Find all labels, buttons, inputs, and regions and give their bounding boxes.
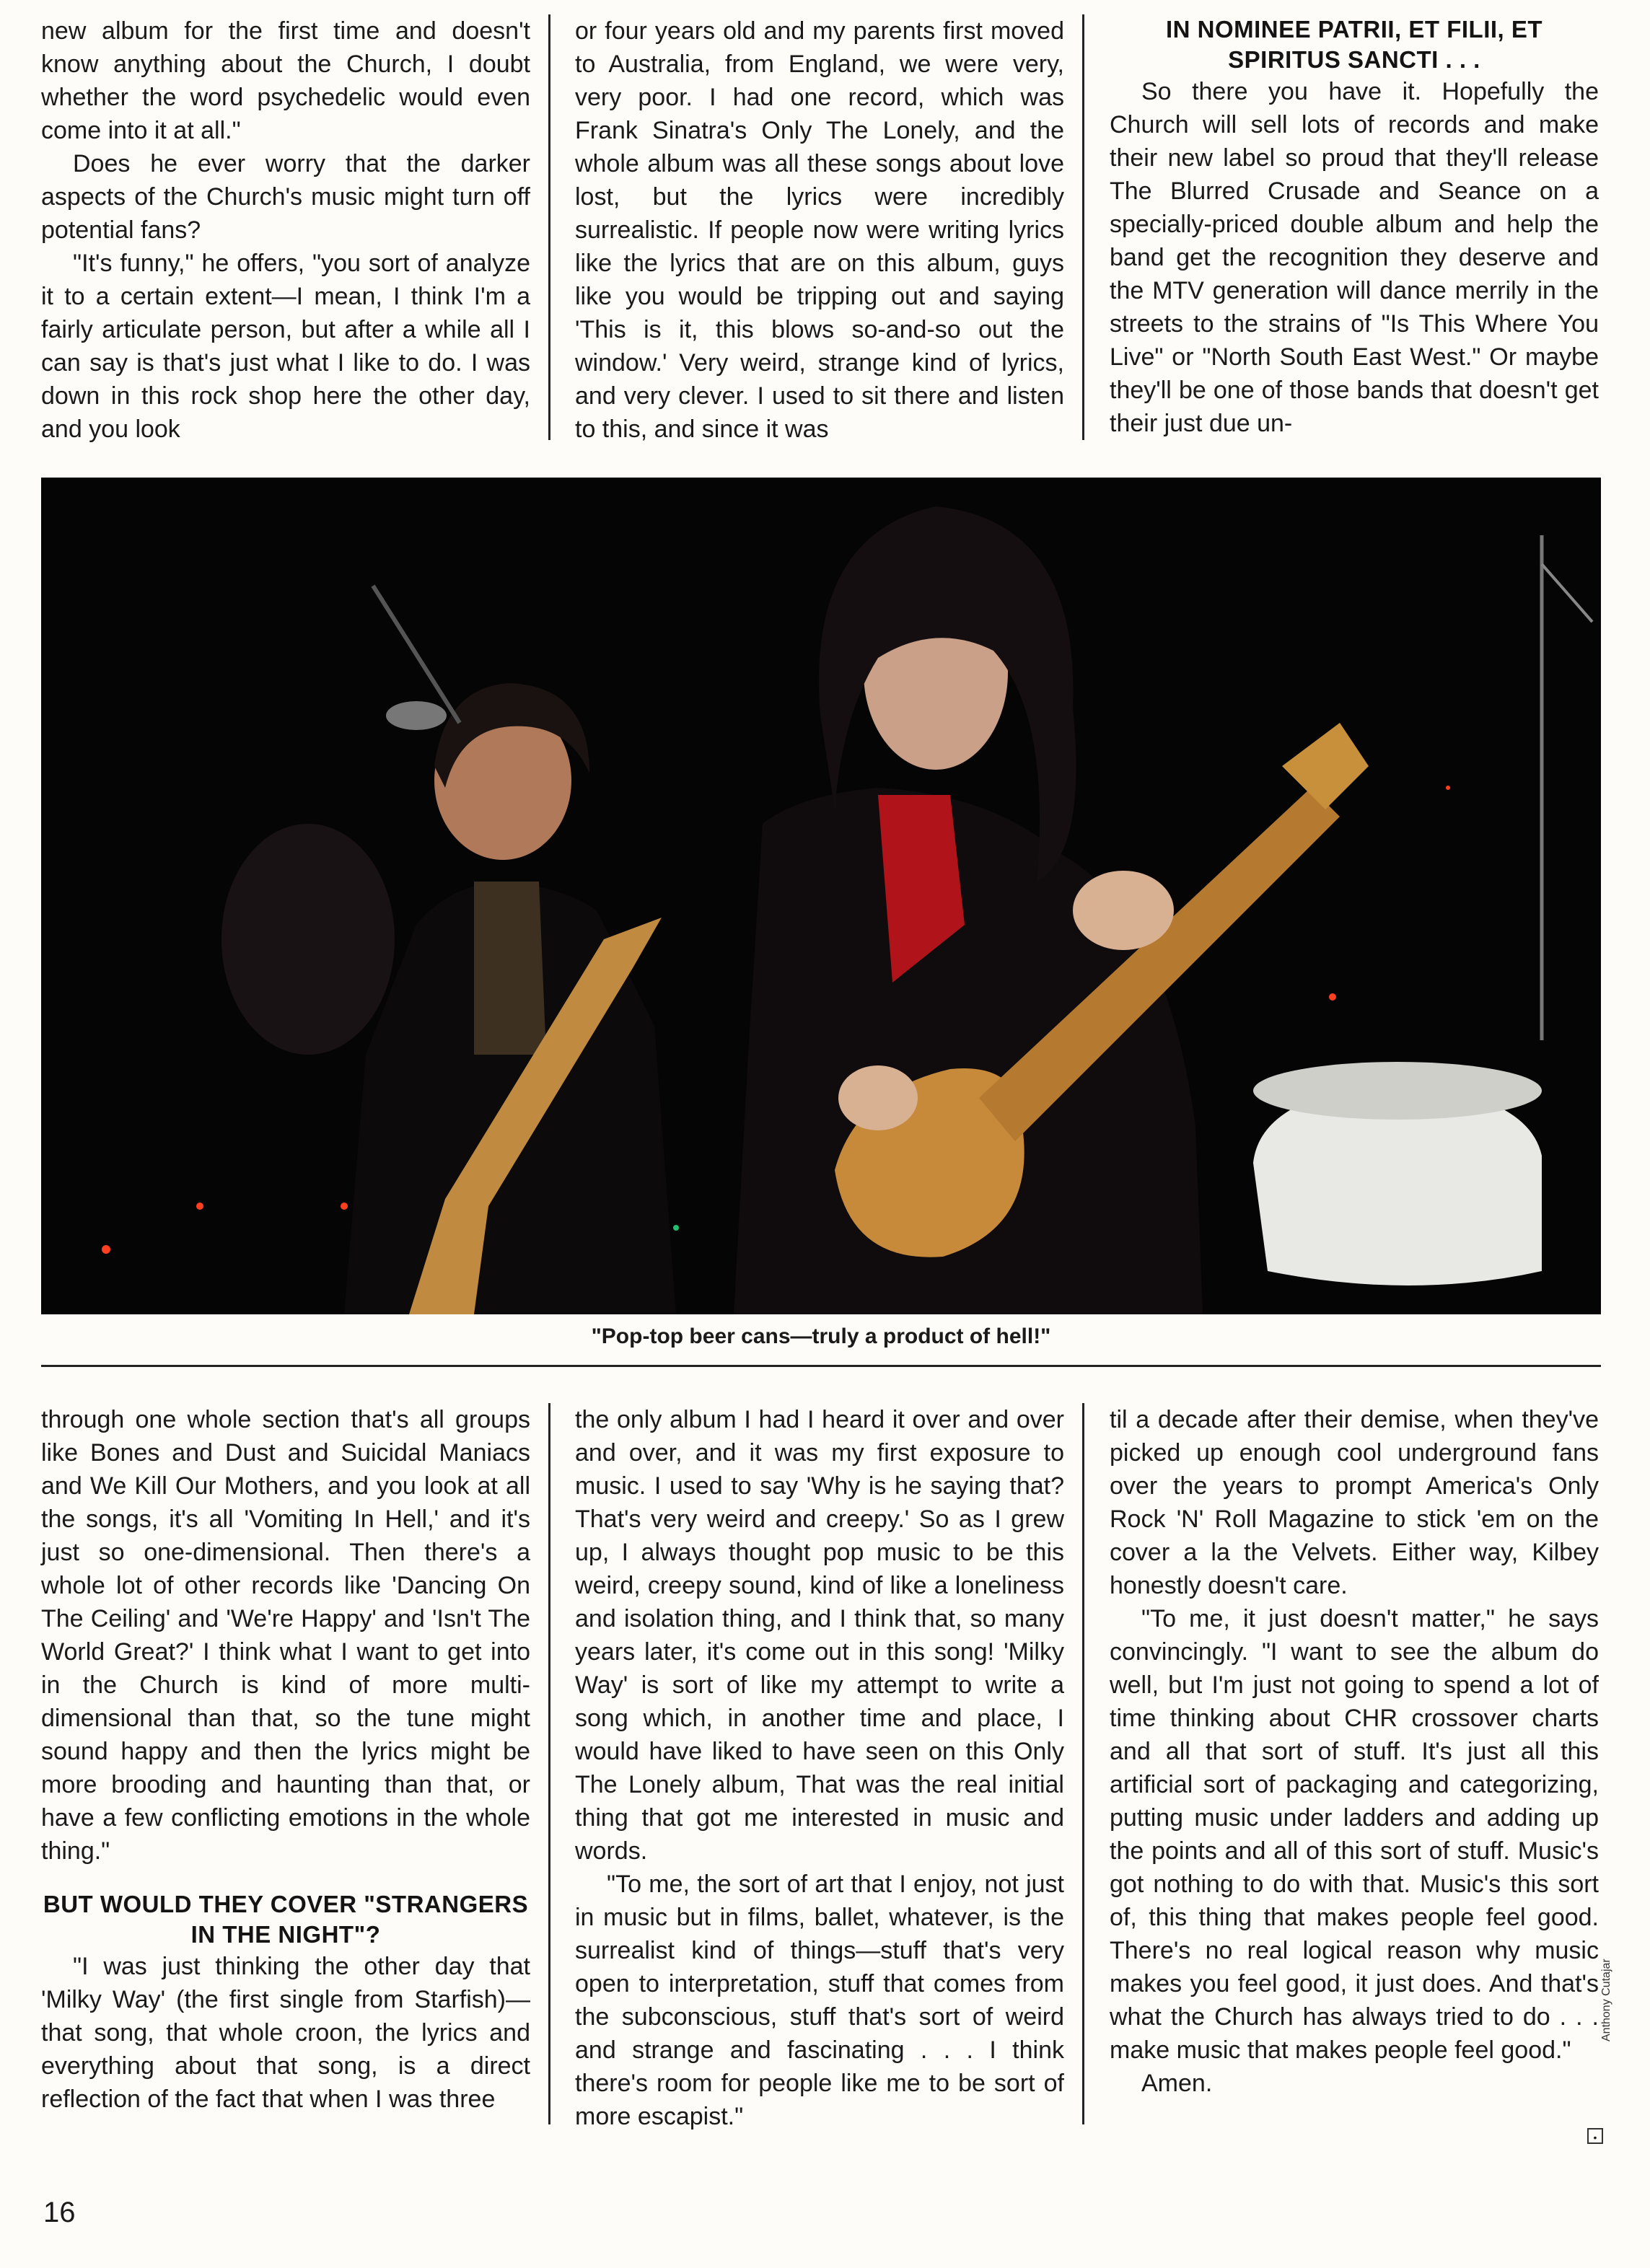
photo-caption: "Pop-top beer cans—truly a product of hell!" [591, 1324, 1051, 1348]
horizontal-rule [41, 1365, 1601, 1367]
paragraph: through one whole section that's all groups like Bones and Dust and Suicidal Maniacs and We Kill Our Mothers, and you look at all the songs, it's all 'Vomiting In Hell,' and it's just so one-dimensional. Then there's a whole lot of other records like 'Dancing On The Ceiling' and 'We're Happy' and 'Isn't The World Great?' I think what I want to get into in the Church is kind of more multi-dimensional than that, so the tune might sound happy and then the lyrics might be more brooding and haunting than that, or have a few conflicting emotions in the whole thing." [41, 1406, 530, 1865]
band-on-stage-illustration [41, 478, 1601, 1314]
article-column-bottom-3 [1110, 1403, 1599, 2100]
article-column-bottom-2 [575, 1403, 1064, 2133]
paragraph: "To me, it just doesn't matter," he says convincingly. "I want to see the album do well, but I'm just not going to spend a lot of time thinking about CHR crossover charts and all that sort of stuff. It's just all this artificial sort of packaging and categorizing, putting music under ladders and adding up the points and all of this sort of stuff. Music's got nothing to do with that. Music's this sort of, this thing that makes people feel good. There's no real logical reason why music makes you feel good, it just does. And that's what the Church has always tried to do . . . make music that makes people feel good." [1110, 1605, 1599, 2064]
paragraph: Does he ever worry that the darker aspects of the Church's music might turn off potential fans? [41, 150, 530, 244]
article-column-top-3 [1110, 14, 1599, 440]
article-column-top-1 [41, 14, 530, 446]
column-divider [1082, 1403, 1084, 2124]
paragraph: So there you have it. Hopefully the Church will sell lots of records and make their new label so proud that they'll release The Blurred Crusade and Seance on a specially-priced double album and help the band get the recognition they deserve and the MTV generation will dance merrily in the streets to the strains of "Is This Where You Live" or "North South East West." Or maybe they'll be one of those bands that doesn't get their just due un- [1110, 78, 1599, 437]
section-heading: IN NOMINEE PATRII, ET FILII, ET SPIRITUS SANCTI . . . [1165, 16, 1543, 73]
end-of-article-mark: • [1587, 2128, 1603, 2144]
paragraph: "To me, the sort of art that I enjoy, not just in music but in films, ballet, whatever, is the surrealist kind of things—stuff that's very open to interpretation, stuff that comes from the subconscious, stuff that's sort of weird and strange and fascinating . . . I think there's room for people like me to be sort of more escapist." [575, 1871, 1064, 2130]
section-heading: BUT WOULD THEY COVER "STRANGERS IN THE NIGHT"? [43, 1891, 529, 1948]
paragraph: the only album I had I heard it over and over and over, and it was my first exposure to music. I used to say 'Why is he saying that? That's very weird and creepy.' So as I grew up, I always thought pop music to be this weird, creepy sound, kind of like a loneliness and isolation thing, and I think that, so many years later, it's come out in this song! 'Milky Way' is sort of like my attempt to write a song which, in another time and place, I would have liked to have seen on this Only The Lonely album, That was the real initial thing that got me interested in music and words. [575, 1406, 1064, 1865]
article-column-bottom-1 [41, 1403, 530, 2116]
article-column-top-2 [575, 14, 1064, 446]
photo-credit: Anthony Cutajar [1600, 1959, 1612, 2041]
paragraph: til a decade after their demise, when they've picked up enough cool underground fans over the years to prompt America's Only Rock 'N' Roll Magazine to stick 'em on the cover a la the Velvets. Either way, Kilbey honestly doesn't care. [1110, 1406, 1599, 1599]
paragraph: "I was just thinking the other day that 'Milky Way' (the first single from Starfish)—that song, that whole croon, the lyrics and everything about that song, is a direct reflection of the fact that when I was three [41, 1953, 530, 2113]
column-divider [548, 1403, 550, 2124]
paragraph: or four years old and my parents first moved to Australia, from England, we were very, very poor. I had one record, which was Frank Sinatra's Only The Lonely, and the whole album was all these songs about love lost, but the lyrics were incredibly surrealistic. If people now were writing lyrics like the lyrics that are on this album, guys like you would be tripping out and saying 'This is it, this blows so-and-so out the window.' Very weird, strange kind of lyrics, and very clever. I used to sit there and listen to this, and since it was [575, 17, 1064, 443]
column-divider [1082, 14, 1084, 440]
paragraph: "It's funny," he offers, "you sort of analyze it to a certain extent—I mean, I think I'm a fairly articulate person, but after a while all I can say is that's just what I like to do. I was down in this rock shop here the other day, and you look [41, 250, 530, 443]
paragraph: new album for the first time and doesn't know anything about the Church, I doubt whether the word psychedelic would even come into it at all." [41, 17, 530, 144]
paragraph: Amen. [1141, 2070, 1213, 2097]
column-divider [548, 14, 550, 440]
concert-photo [41, 478, 1601, 1314]
page-number: 16 [43, 2197, 76, 2228]
